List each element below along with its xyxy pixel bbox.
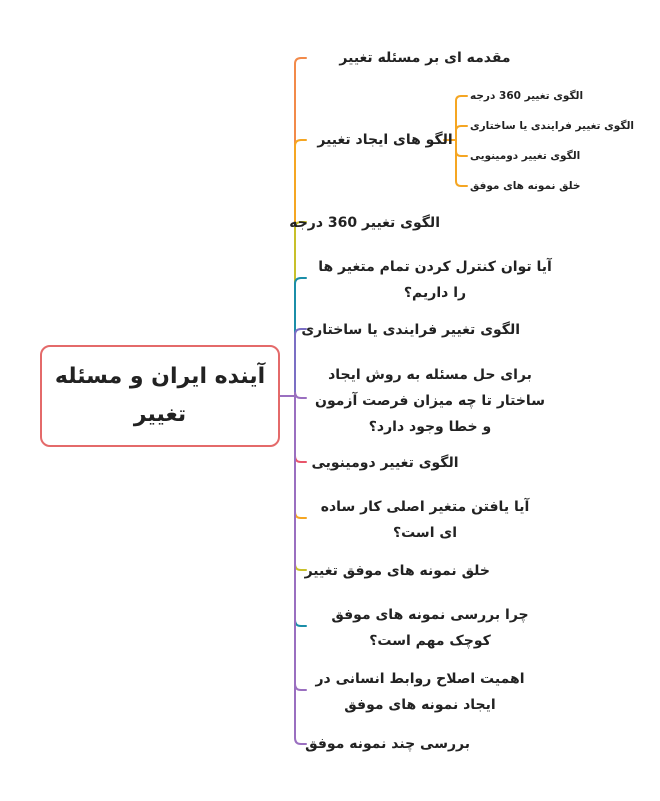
branch-small-samples-question[interactable]: چرا بررسی نمونه های موفق کوچک مهم است؟ (331, 607, 529, 649)
branch-connector (295, 396, 306, 462)
central-topic[interactable] (40, 345, 280, 447)
sub-pattern-structural[interactable]: الگوی تغییر فرایندی یا ساختاری (470, 120, 634, 132)
branch-connector (295, 140, 306, 396)
branch-connector (295, 396, 306, 690)
branch-main-variable-question[interactable]: آیا یافتن متغیر اصلی کار ساده ای است؟ (320, 499, 530, 541)
branch-success-samples[interactable]: خلق نمونه های موفق تغییر (304, 563, 490, 579)
branch-intro[interactable]: مقدمه ای بر مسئله تغییر (339, 50, 511, 66)
branch-connector (295, 222, 306, 396)
branch-domino-pattern[interactable]: الگوی تغییر دومینویی (311, 455, 459, 471)
sub-pattern-success-samples[interactable]: خلق نمونه های موفق (470, 180, 581, 192)
branch-structural-pattern[interactable]: الگوی تغییر فرایندی یا ساختاری (301, 322, 520, 338)
sub-pattern-360[interactable]: الگوی تغییر 360 درجه (470, 90, 584, 102)
branch-control-variables-question[interactable]: آیا توان کنترل کردن تمام متغیر ها را داریم؟ (318, 259, 552, 301)
branch-review-samples[interactable]: بررسی چند نمونه موفق (305, 736, 470, 752)
branch-connector (295, 396, 306, 626)
sub-pattern-domino[interactable]: الگوی تغییر دومینویی (470, 150, 581, 162)
branch-connector (295, 392, 306, 398)
branch-change-patterns[interactable]: الگو های ایجاد تغییر (317, 132, 453, 148)
branch-connector (295, 396, 306, 570)
branch-trial-error-question[interactable]: برای حل مسئله به روش ایجاد ساختار تا چه میزان فرصت آزمون و خطا وجود دارد؟ (315, 367, 545, 435)
branch-human-relations[interactable]: اهمیت اصلاح روابط انسانی در ایجاد نمونه های موفق (315, 671, 525, 713)
central-topic-label: آینده ایران و مسئله تغییر (54, 364, 266, 427)
branch-360-pattern[interactable]: الگوی تغییر 360 درجه (289, 215, 440, 231)
branch-connector (295, 396, 306, 518)
